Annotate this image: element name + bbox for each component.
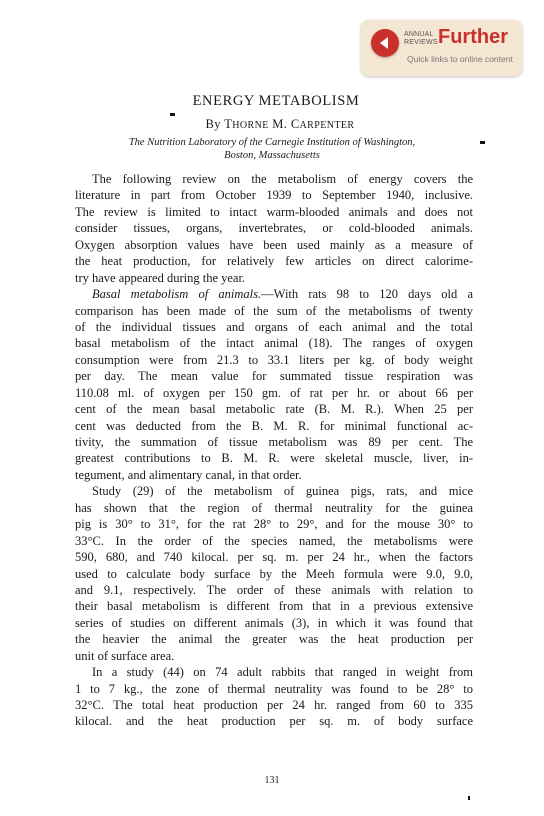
line-text: per day. The mean value for summated tissue respiration was: [75, 369, 473, 384]
line-text: The review is limited to intact warm-blooded animals and does not: [75, 204, 473, 219]
line-text: 33°C. In the order of the species named, the metabolisms were: [75, 533, 473, 548]
body-line: [75, 615, 473, 631]
body-line: [75, 385, 473, 401]
body-line: [75, 713, 473, 729]
further-label: Further: [438, 26, 508, 48]
line-text: 110.08 ml. of oxygen per 150 gm. of rat per hr. or about 66 per: [75, 385, 473, 400]
body-line: [75, 483, 473, 499]
body-line: [75, 549, 473, 565]
article-title: ENERGY METABOLISM: [192, 93, 360, 109]
affiliation-line-2: Boston, Massachusetts: [224, 150, 320, 161]
reviews-label: REVIEWS: [404, 39, 438, 46]
line-text: series of studies on different animals (3), in which it was found that: [75, 615, 473, 630]
body-line: [75, 434, 473, 450]
further-banner[interactable]: [361, 20, 522, 76]
margin-mark: [468, 796, 470, 800]
body-line: [75, 204, 473, 220]
line-text: their basal metabolism is different from that in a previous extensive: [75, 599, 473, 614]
article-body: [75, 171, 473, 730]
line-text: has shown that the region of thermal neutrality for the guinea: [75, 500, 473, 515]
line-text: kilocal. and the heat production per sq. m. of body surface: [75, 714, 473, 729]
body-line: [75, 187, 473, 203]
line-text: 1 to 7 kg., the zone of thermal neutrality was found to be 28° to: [75, 681, 473, 696]
body-line: [75, 253, 473, 269]
body-line: [75, 533, 473, 549]
line-text: of the individual tissues and organs of each animal and the total: [75, 319, 473, 334]
line-text: cent of the mean basal metabolic rate (B. M. R.). When 25 per: [75, 402, 473, 417]
byline-last-sc: ARPENTER: [299, 120, 355, 131]
body-line: [75, 237, 473, 253]
annual-reviews-logo-text: [404, 31, 438, 47]
body-line: [75, 171, 473, 187]
body-line: [75, 450, 473, 466]
body-line: [75, 631, 473, 647]
page-number: 131: [264, 775, 280, 786]
line-text: the heavier the animal the greater was the heat production per: [75, 632, 473, 647]
line-text: consider tissues, organs, invertebrates, or cold-blooded animals.: [75, 221, 473, 236]
line-text: greatest contributions to B. M. R. were skeletal muscle, liver, in-: [75, 451, 473, 466]
line-text: the heat production, for relatively few articles on direct calorime-: [75, 254, 473, 269]
body-line: [75, 582, 473, 598]
line-text: unit of surface area.: [75, 648, 175, 663]
byline-first-sc: HORNE: [232, 120, 269, 131]
annual-label: ANNUAL: [404, 31, 434, 38]
line-text: pig is 30° to 31°, for the rat 28° to 29°, and for the mouse 30° to: [75, 517, 473, 532]
body-line: [75, 598, 473, 614]
body-line: [75, 270, 473, 286]
body-line: [75, 286, 473, 302]
line-text: and 9.1, respectively. The order of these animals with relation to: [75, 582, 473, 597]
body-line: [75, 401, 473, 417]
play-back-icon[interactable]: [371, 29, 399, 57]
line-text: 32°C. The total heat production per 24 hr. ranged from 60 to 335: [75, 698, 473, 712]
line-text: used to calculate body surface by the Meeh formula were 9.0, 9.0,: [75, 566, 473, 581]
line-text: The following review on the metabolism of energy covers the: [92, 172, 473, 186]
line-text: consumption were from 21.3 to 33.1 liters per kg. of body weight: [75, 352, 473, 367]
body-line: [75, 303, 473, 319]
body-line: [75, 681, 473, 697]
body-line: [75, 319, 473, 335]
section-heading: Basal metabolism of animals.: [92, 287, 262, 302]
line-text: tegument, and alimentary canal, in that order.: [75, 467, 302, 482]
body-line: [75, 566, 473, 582]
line-text: Study (29) of the metabolism of guinea pigs, rats, and mice: [92, 484, 473, 499]
line-text: basal metabolism of the intact animal (18). The ranges of oxygen: [75, 336, 473, 351]
body-line: [75, 516, 473, 532]
body-line: [75, 220, 473, 236]
line-text: 590, 680, and 740 kilocal. per sq. m. per 24 hr., when the factors: [75, 550, 473, 565]
line-text: —With rats 98 to 120 days old a: [261, 287, 474, 302]
body-line: [75, 352, 473, 368]
body-line: [75, 335, 473, 351]
quick-links-label: Quick links to online content: [407, 54, 513, 64]
article-affiliation: [0, 136, 544, 162]
margin-mark: [170, 113, 175, 116]
line-text: tivity, the summation of tissue metabolism was 89 per cent. The: [75, 435, 473, 449]
article-byline: [8, 117, 544, 132]
body-line: [75, 648, 473, 664]
byline-mid: M. C: [268, 117, 300, 131]
line-text: cent was deducted from the B. M. R. for minimal functional ac-: [75, 418, 473, 433]
affiliation-line-1: The Nutrition Laboratory of the Carnegie Institution of Washington,: [128, 137, 416, 148]
body-line: [75, 368, 473, 384]
line-text: In a study (44) on 74 adult rabbits that ranged in weight from: [92, 665, 473, 680]
line-text: Oxygen absorption values have been used mainly as a measure of: [75, 237, 473, 252]
body-line: [75, 418, 473, 434]
body-line: [75, 697, 473, 713]
line-text: comparison has been made of the sum of the metabolisms of twenty: [75, 303, 473, 318]
byline-by: By T: [205, 117, 233, 131]
line-text: literature in part from October 1939 to September 1940, inclusive.: [75, 188, 473, 203]
body-line: [75, 467, 473, 483]
body-line: [75, 500, 473, 516]
body-line: [75, 664, 473, 680]
line-text: try have appeared during the year.: [75, 270, 246, 285]
